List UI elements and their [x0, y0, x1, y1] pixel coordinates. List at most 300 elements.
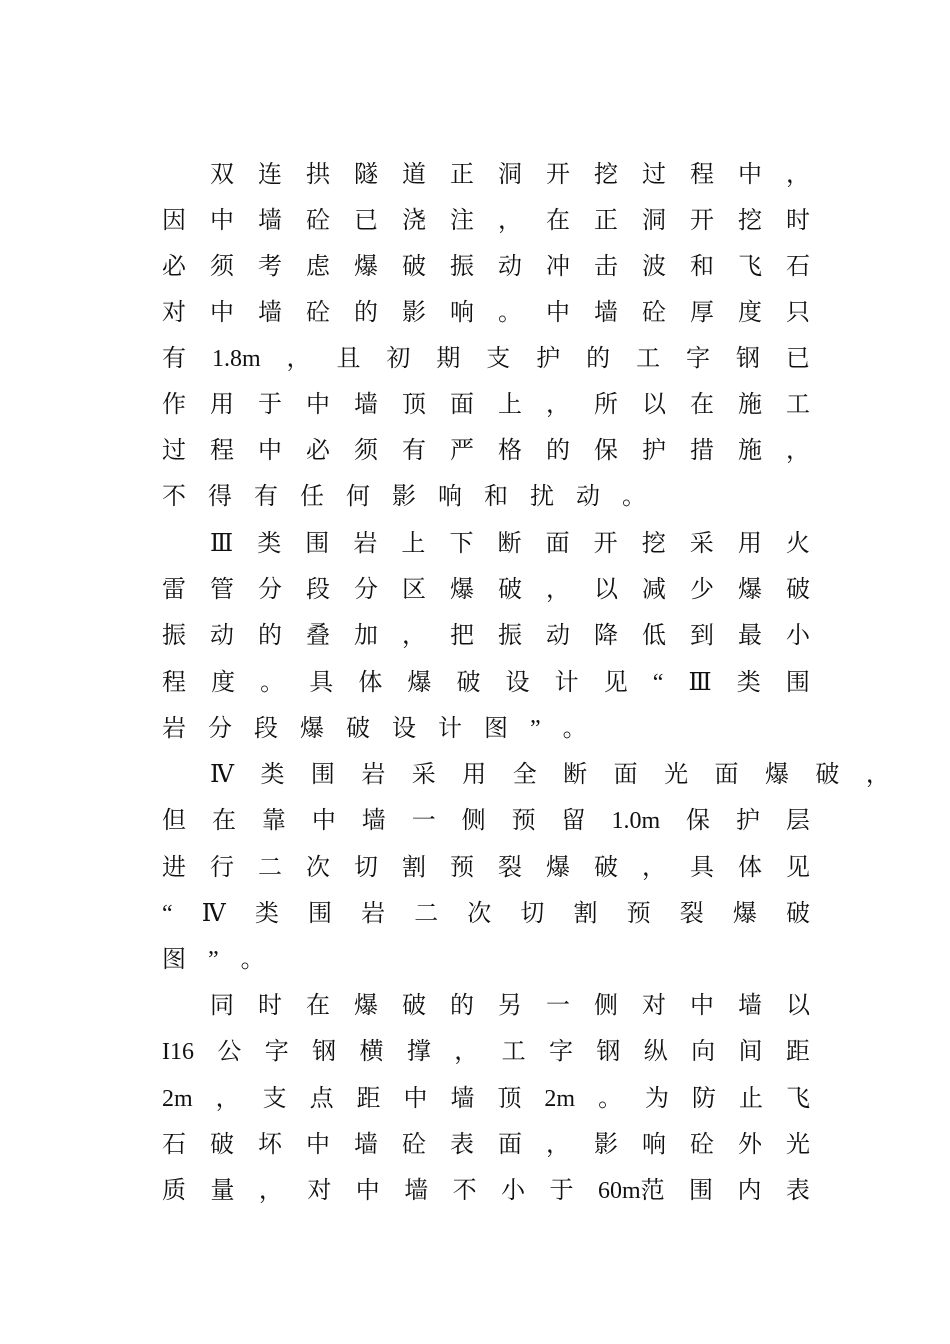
char: 扰 — [530, 484, 554, 510]
char: 具 — [309, 670, 334, 696]
char: 洞 — [642, 208, 666, 234]
char: 岩 — [361, 762, 386, 788]
text-line — [210, 529, 810, 559]
char: 因 — [162, 208, 186, 234]
text-line — [162, 482, 810, 512]
char: 的 — [354, 300, 378, 326]
char: 岩 — [353, 531, 378, 557]
char: 点 — [309, 1086, 334, 1112]
char: 中 — [306, 392, 330, 418]
char: 切 — [520, 901, 545, 927]
char: 动 — [576, 484, 600, 510]
char: ， — [786, 162, 810, 188]
char: 靠 — [261, 808, 286, 834]
char: 必 — [306, 438, 330, 464]
char: 2m — [162, 1086, 193, 1112]
char: 护 — [735, 808, 760, 834]
char: 公 — [217, 1039, 242, 1065]
char: 浇 — [402, 208, 426, 234]
char: 降 — [594, 623, 618, 649]
char: Ⅲ — [688, 670, 712, 696]
char: 体 — [358, 670, 383, 696]
char: 不 — [452, 1178, 477, 1204]
char: 格 — [498, 438, 522, 464]
char: 表 — [450, 1132, 474, 1158]
char: 到 — [690, 623, 714, 649]
char: 挖 — [594, 162, 618, 188]
char: 横 — [359, 1039, 384, 1065]
char: 把 — [450, 623, 474, 649]
char: 断 — [497, 531, 522, 557]
char: 撑 — [406, 1039, 431, 1065]
char: 段 — [254, 716, 278, 742]
char: 管 — [210, 577, 234, 603]
char: 割 — [573, 901, 598, 927]
char: 破 — [402, 993, 426, 1019]
char: 注 — [450, 208, 474, 234]
char: 影 — [594, 1132, 618, 1158]
char: 正 — [594, 208, 618, 234]
char: 字 — [264, 1039, 289, 1065]
char: 何 — [346, 484, 370, 510]
char: 不 — [162, 484, 186, 510]
char: 采 — [411, 762, 436, 788]
char: 振 — [450, 254, 474, 280]
char: 支 — [486, 346, 511, 372]
char: 。 — [622, 484, 646, 510]
char: 分 — [208, 716, 232, 742]
char: 波 — [642, 254, 666, 280]
char: 次 — [306, 855, 330, 881]
char: 光 — [664, 762, 689, 788]
char: 必 — [162, 254, 186, 280]
text-line — [210, 160, 810, 190]
char: 挖 — [641, 531, 666, 557]
char: 击 — [594, 254, 618, 280]
text-line — [162, 668, 810, 698]
char: 中 — [210, 208, 234, 234]
char: 爆 — [407, 670, 432, 696]
char: 得 — [208, 484, 232, 510]
char: ， — [402, 623, 426, 649]
char: 类 — [254, 901, 279, 927]
char: 区 — [402, 577, 426, 603]
char: 的 — [586, 346, 611, 372]
char: 墙 — [258, 300, 282, 326]
char: 于 — [549, 1178, 574, 1204]
char: 图 — [484, 716, 508, 742]
char: 60m范 — [597, 1178, 665, 1204]
char: 面 — [545, 531, 570, 557]
char: 。 — [598, 1086, 623, 1112]
char: 分 — [258, 577, 282, 603]
char: ， — [258, 1178, 283, 1204]
char: Ⅲ — [210, 531, 234, 557]
char: 对 — [307, 1178, 332, 1204]
char: 挖 — [738, 208, 762, 234]
char: 程 — [210, 438, 234, 464]
char: 飞 — [738, 254, 762, 280]
char: 计 — [438, 716, 462, 742]
char: 围 — [307, 901, 332, 927]
char: 和 — [690, 254, 714, 280]
char: 所 — [594, 392, 618, 418]
char: 上 — [498, 392, 522, 418]
char: I16 — [162, 1039, 194, 1065]
char: 的 — [450, 993, 474, 1019]
char: 预 — [511, 808, 536, 834]
char: 动 — [210, 623, 234, 649]
char: 洞 — [498, 162, 522, 188]
char: 时 — [786, 208, 810, 234]
char: 面 — [613, 762, 638, 788]
char: ， — [498, 208, 522, 234]
char: 作 — [162, 392, 186, 418]
char: 施 — [738, 392, 762, 418]
char: 顶 — [497, 1086, 522, 1112]
char: 最 — [738, 623, 762, 649]
char: 小 — [501, 1178, 526, 1204]
char: 减 — [642, 577, 666, 603]
text-line — [162, 344, 810, 374]
char: 中 — [738, 162, 762, 188]
char: ， — [786, 438, 810, 464]
char: 开 — [690, 208, 714, 234]
char: 已 — [354, 208, 378, 234]
char: 期 — [436, 346, 461, 372]
char: 严 — [450, 438, 474, 464]
char: 须 — [210, 254, 234, 280]
char: 纵 — [643, 1039, 668, 1065]
char: 火 — [785, 531, 810, 557]
char: 措 — [690, 438, 714, 464]
char: 面 — [714, 762, 739, 788]
text-line — [162, 1130, 810, 1160]
char: 振 — [162, 623, 186, 649]
char: 围 — [785, 670, 810, 696]
char: 双 — [210, 162, 234, 188]
char: 动 — [498, 254, 522, 280]
char: 正 — [450, 162, 474, 188]
char: ， — [454, 1039, 479, 1065]
char: 断 — [563, 762, 588, 788]
char: 上 — [401, 531, 426, 557]
char: 中 — [210, 300, 234, 326]
char: 过 — [162, 438, 186, 464]
char: 厚 — [690, 300, 714, 326]
char: 少 — [690, 577, 714, 603]
char: 。 — [562, 716, 587, 742]
char: 同 — [210, 993, 234, 1019]
text-line — [162, 575, 810, 605]
char: 中 — [306, 1132, 330, 1158]
char: Ⅳ — [201, 901, 226, 927]
char: 类 — [260, 762, 285, 788]
char: 。 — [260, 670, 285, 696]
char: 岩 — [162, 716, 186, 742]
char: 用 — [210, 392, 234, 418]
char: ， — [865, 762, 890, 788]
char: 破 — [786, 577, 810, 603]
char: 叠 — [306, 623, 330, 649]
char: 围 — [305, 531, 330, 557]
char: 护 — [536, 346, 561, 372]
char: 预 — [626, 901, 651, 927]
char: 墙 — [404, 1178, 429, 1204]
char: 对 — [642, 993, 666, 1019]
char: 拱 — [306, 162, 330, 188]
char: 爆 — [354, 254, 378, 280]
char: 预 — [450, 855, 474, 881]
char: 开 — [593, 531, 618, 557]
text-line — [162, 1037, 810, 1067]
char: 另 — [498, 993, 522, 1019]
char: 响 — [642, 1132, 666, 1158]
char: 的 — [546, 438, 570, 464]
char: 时 — [258, 993, 282, 1019]
char: 钢 — [735, 346, 760, 372]
char: 砼 — [690, 1132, 714, 1158]
char: “ — [652, 670, 664, 696]
char: 保 — [594, 438, 618, 464]
char: 在 — [211, 808, 236, 834]
char: 向 — [691, 1039, 716, 1065]
char: “ — [162, 901, 173, 927]
char: ， — [642, 855, 666, 881]
char: 中 — [690, 993, 714, 1019]
char: 侧 — [461, 808, 486, 834]
char: 以 — [594, 577, 618, 603]
char: 中 — [355, 1178, 380, 1204]
char: 连 — [258, 162, 282, 188]
char: 裂 — [498, 855, 522, 881]
char: 全 — [512, 762, 537, 788]
char: 于 — [258, 392, 282, 418]
char: ， — [546, 392, 570, 418]
char: 计 — [554, 670, 579, 696]
char: 和 — [484, 484, 508, 510]
char: 开 — [546, 162, 570, 188]
char: 爆 — [300, 716, 324, 742]
char: 二 — [414, 901, 439, 927]
char: ” — [530, 716, 541, 742]
char: 只 — [786, 300, 810, 326]
char: 墙 — [354, 1132, 378, 1158]
char: 间 — [738, 1039, 763, 1065]
char: 爆 — [732, 901, 757, 927]
char: 且 — [336, 346, 361, 372]
char: 破 — [498, 577, 522, 603]
char: 二 — [258, 855, 282, 881]
char: 钢 — [312, 1039, 337, 1065]
char: 行 — [210, 855, 234, 881]
char: 动 — [546, 623, 570, 649]
char: 墙 — [361, 808, 386, 834]
text-line — [162, 1176, 810, 1206]
char: 度 — [211, 670, 236, 696]
char: 止 — [738, 1086, 763, 1112]
char: 隧 — [354, 162, 378, 188]
char: 道 — [402, 162, 426, 188]
char: 距 — [785, 1039, 810, 1065]
char: 围 — [310, 762, 335, 788]
char: 冲 — [546, 254, 570, 280]
char: 钢 — [596, 1039, 621, 1065]
char: 内 — [737, 1178, 762, 1204]
char: 以 — [642, 392, 666, 418]
char: 一 — [546, 993, 570, 1019]
char: 层 — [785, 808, 810, 834]
char: 砼 — [306, 208, 330, 234]
char: 砼 — [402, 1132, 426, 1158]
char: 振 — [498, 623, 522, 649]
char: 在 — [690, 392, 714, 418]
text-line — [162, 853, 810, 883]
char: 影 — [392, 484, 416, 510]
char: 体 — [738, 855, 762, 881]
text-line — [162, 390, 810, 420]
char: 裂 — [679, 901, 704, 927]
char: 一 — [411, 808, 436, 834]
char: 墙 — [594, 300, 618, 326]
char: 图 — [162, 947, 186, 973]
char: 。 — [240, 947, 265, 973]
char: 质 — [162, 1178, 186, 1204]
char: 破 — [785, 901, 810, 927]
char: 有 — [254, 484, 278, 510]
char: 坏 — [258, 1132, 282, 1158]
char: 光 — [786, 1132, 810, 1158]
char: 度 — [738, 300, 762, 326]
char: Ⅳ — [210, 762, 234, 788]
text-line — [162, 252, 810, 282]
char: 破 — [402, 254, 426, 280]
text-line — [162, 945, 810, 975]
char: 石 — [786, 254, 810, 280]
char: ， — [215, 1086, 240, 1112]
char: 破 — [346, 716, 370, 742]
char: 爆 — [546, 855, 570, 881]
char: 中 — [546, 300, 570, 326]
char: 保 — [686, 808, 711, 834]
char: 有 — [402, 438, 426, 464]
char: 中 — [403, 1086, 428, 1112]
text-line — [162, 899, 810, 929]
char: 用 — [737, 531, 762, 557]
char: 雷 — [162, 577, 186, 603]
char: 顶 — [402, 392, 426, 418]
char: 程 — [690, 162, 714, 188]
char: 表 — [785, 1178, 810, 1204]
char: 但 — [162, 808, 186, 834]
char: 爆 — [450, 577, 474, 603]
char: 2m — [544, 1086, 576, 1112]
char: 考 — [258, 254, 282, 280]
char: 护 — [642, 438, 666, 464]
char: 破 — [815, 762, 840, 788]
char: 初 — [386, 346, 411, 372]
char: 岩 — [361, 901, 386, 927]
text-line — [162, 714, 810, 744]
char: 程 — [162, 670, 186, 696]
char: 响 — [450, 300, 474, 326]
char: 以 — [786, 993, 810, 1019]
text-line — [162, 621, 810, 651]
char: 围 — [689, 1178, 714, 1204]
char: 中 — [311, 808, 336, 834]
char: 设 — [505, 670, 530, 696]
char: 进 — [162, 855, 186, 881]
char: 砼 — [642, 300, 666, 326]
char: 外 — [738, 1132, 762, 1158]
char: 设 — [392, 716, 416, 742]
char: ， — [546, 1132, 570, 1158]
char: 墙 — [738, 993, 762, 1019]
char: 虑 — [306, 254, 330, 280]
char: 下 — [449, 531, 474, 557]
char: 爆 — [764, 762, 789, 788]
char: 量 — [210, 1178, 235, 1204]
char: 石 — [162, 1132, 186, 1158]
text-line — [210, 991, 810, 1021]
char: 加 — [354, 623, 378, 649]
char: 见 — [603, 670, 628, 696]
char: 墙 — [258, 208, 282, 234]
char: 爆 — [354, 993, 378, 1019]
char: 已 — [785, 346, 810, 372]
char: 面 — [498, 1132, 522, 1158]
char: 中 — [258, 438, 282, 464]
char: 破 — [594, 855, 618, 881]
char: 距 — [356, 1086, 381, 1112]
char: 工 — [501, 1039, 526, 1065]
char: 防 — [692, 1086, 716, 1112]
char: ， — [546, 577, 570, 603]
char: 工 — [786, 392, 810, 418]
text-line — [162, 206, 810, 236]
char: 墙 — [354, 392, 378, 418]
char: 分 — [354, 577, 378, 603]
char: 有 — [162, 346, 186, 372]
char: 过 — [642, 162, 666, 188]
char: 用 — [462, 762, 487, 788]
char: ” — [208, 947, 219, 973]
char: 低 — [642, 623, 666, 649]
char: 飞 — [785, 1086, 810, 1112]
char: ， — [286, 346, 311, 372]
text-line — [210, 760, 890, 790]
char: 任 — [300, 484, 324, 510]
char: 段 — [306, 577, 330, 603]
char: 字 — [686, 346, 711, 372]
char: 影 — [402, 300, 426, 326]
char: 见 — [786, 855, 810, 881]
char: 面 — [450, 392, 474, 418]
char: 具 — [690, 855, 714, 881]
char: 施 — [738, 438, 762, 464]
char: 割 — [402, 855, 426, 881]
text-line — [162, 298, 810, 328]
char: 1.0m — [611, 808, 661, 834]
text-line — [162, 436, 810, 466]
char: 字 — [549, 1039, 573, 1065]
char: 采 — [689, 531, 714, 557]
char: 1.8m — [211, 346, 261, 372]
char: 砼 — [306, 300, 330, 326]
char: 破 — [210, 1132, 234, 1158]
char: 支 — [262, 1086, 287, 1112]
char: 的 — [258, 623, 282, 649]
